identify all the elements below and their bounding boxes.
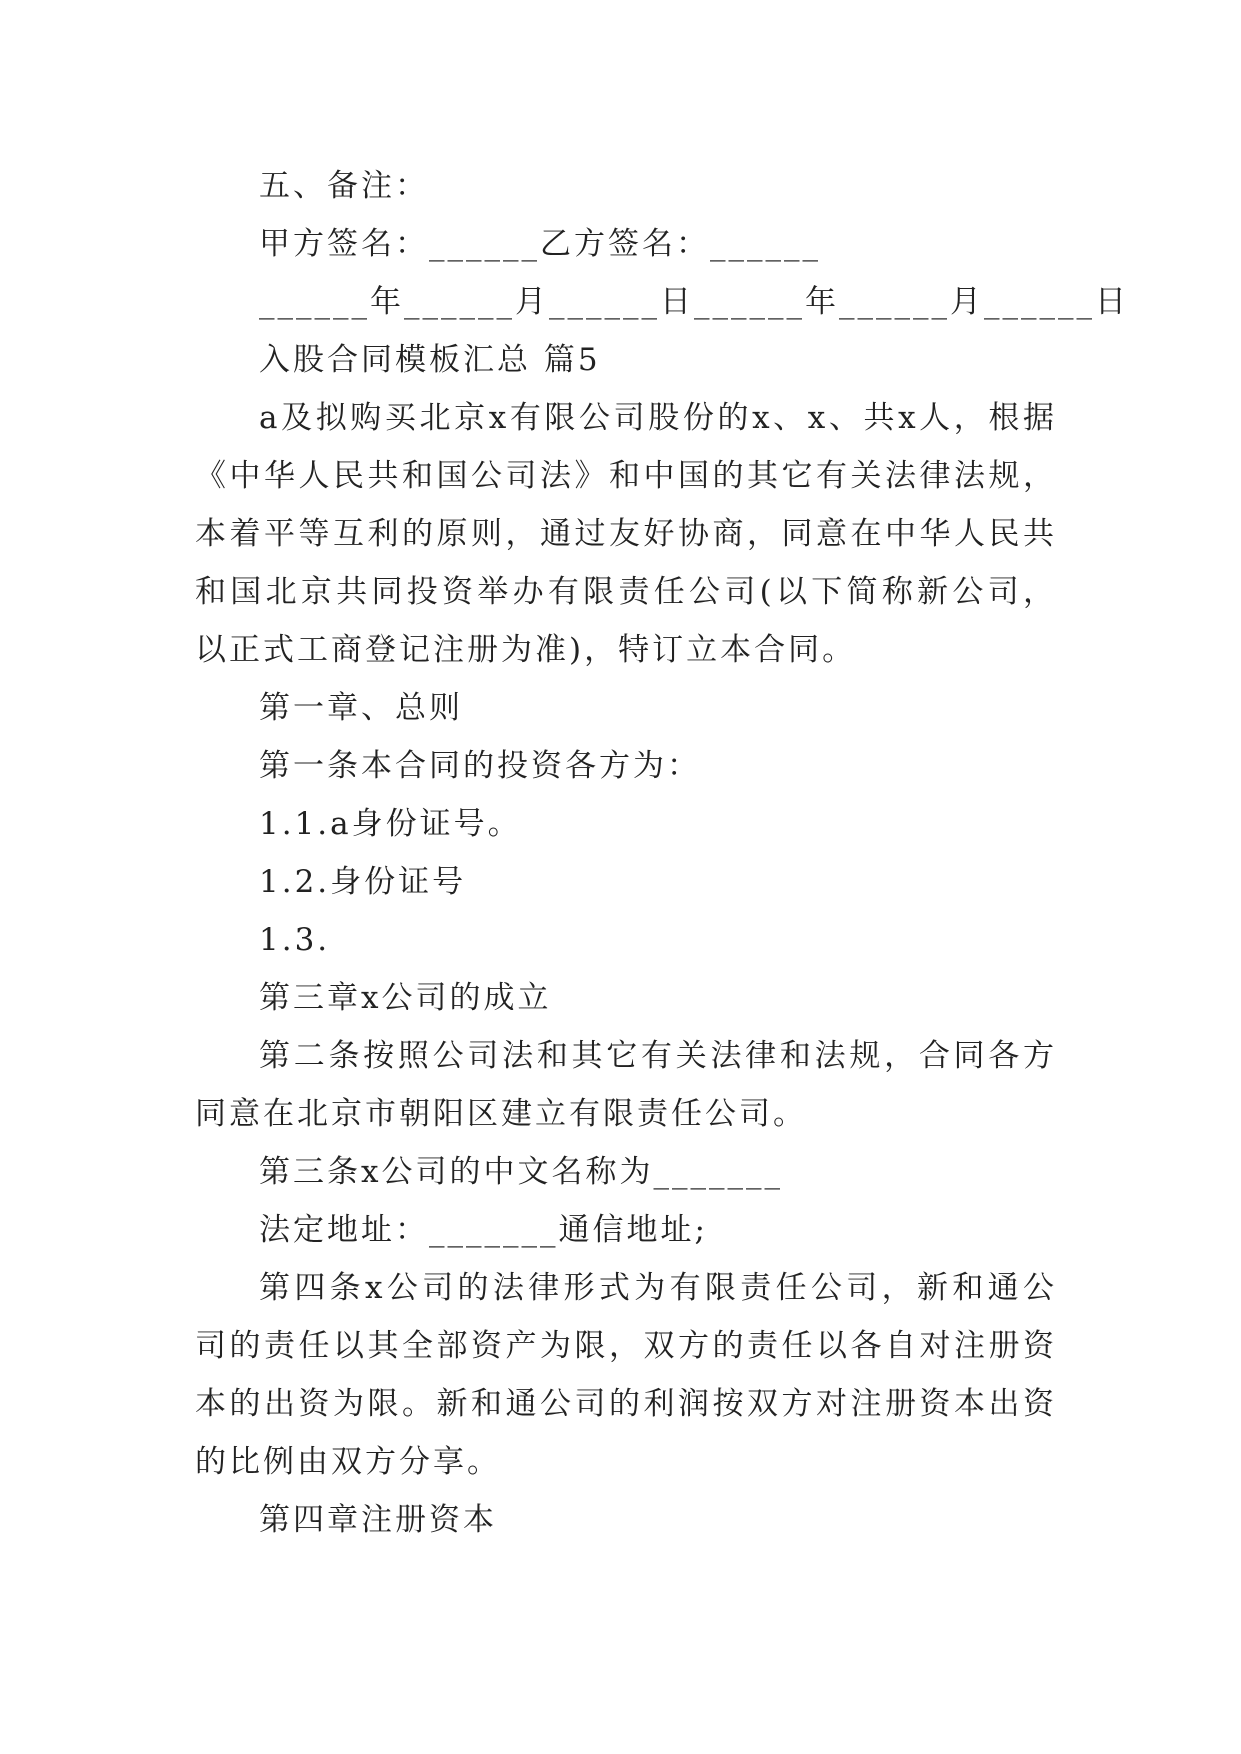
chapter-3-heading: 第三章x公司的成立 — [259, 980, 552, 1016]
document-body — [195, 157, 1129, 1549]
article-3: 第三条x公司的中文名称为_______ — [259, 1154, 783, 1190]
article-4: 第四条x公司的法律形式为有限责任公司，新和通公司的责任以其全部资产为限，双方的责任以各自对注册资本的出资为限。新和通公司的利润按双方对注册资本出资的比例由双方分享。 — [195, 1270, 1057, 1480]
date-line: ______年______月______日______年______月______日 — [259, 284, 1129, 320]
chapter-4-heading: 第四章注册资本 — [259, 1502, 497, 1538]
item-1-1: 1.1.a身份证号。 — [259, 806, 522, 842]
chapter-1-heading: 第一章、总则 — [259, 690, 463, 726]
address-line: 法定地址：_______通信地址; — [259, 1212, 708, 1248]
remark-heading: 五、备注： — [259, 168, 429, 204]
item-1-2: 1.2.身份证号 — [259, 864, 467, 900]
article-2: 第二条按照公司法和其它有关法律和法规，合同各方同意在北京市朝阳区建立有限责任公司。 — [195, 1038, 1057, 1132]
intro-paragraph: a及拟购买北京x有限公司股份的x、x、共x人，根据《中华人民共和国公司法》和中国的其它有关法律法规，本着平等互利的原则，通过友好协商，同意在中华人民共和国北京共同投资举办有限责任公司(以下简称新公司，以正式工商登记注册为准)，特订立本合同。 — [195, 400, 1057, 668]
item-1-3: 1.3. — [259, 922, 331, 958]
section-title: 入股合同模板汇总 篇5 — [259, 342, 601, 378]
article-1: 第一条本合同的投资各方为： — [259, 748, 701, 784]
signature-line: 甲方签名：______乙方签名：______ — [259, 226, 821, 262]
